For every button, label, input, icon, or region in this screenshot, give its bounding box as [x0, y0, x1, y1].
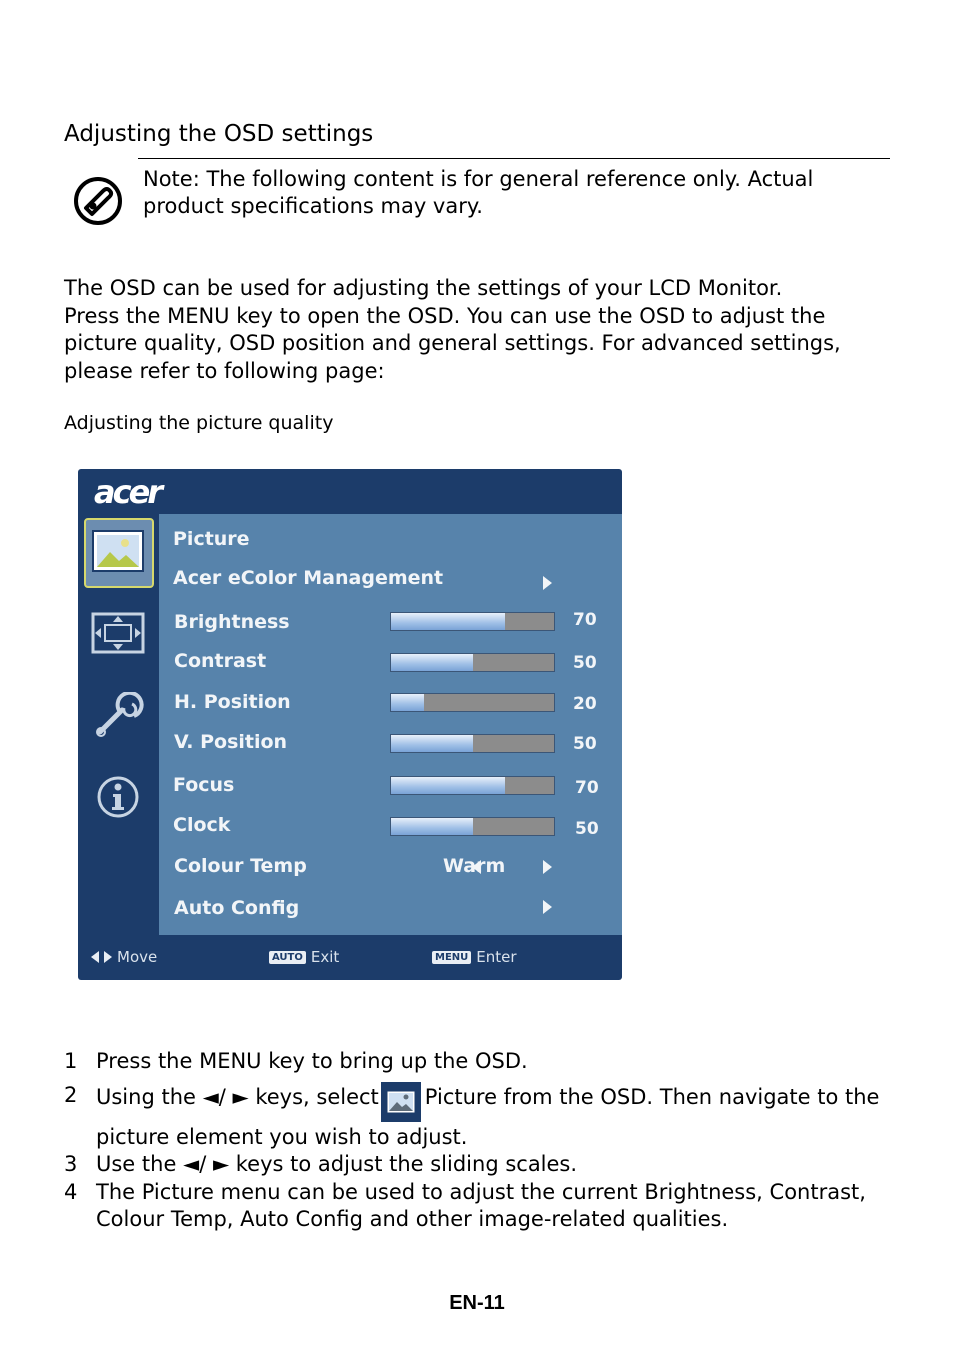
exit-label: Exit	[310, 948, 340, 966]
intro-line: Press the MENU key to open the OSD. You can use the OSD to adjust the	[64, 303, 826, 328]
step-item	[64, 1179, 904, 1234]
slider-fill	[391, 818, 473, 835]
tab-position[interactable]	[78, 599, 158, 679]
step-text: Using the ◄/ ► keys, select	[96, 1084, 379, 1109]
v-position-slider[interactable]	[390, 734, 555, 753]
tab-information[interactable]	[78, 769, 158, 849]
tab-picture[interactable]	[78, 514, 158, 594]
step-item	[64, 1082, 904, 1152]
arrow-right-icon	[104, 951, 112, 963]
acer-logo-text: acer	[94, 475, 161, 507]
step-number: 3	[64, 1152, 78, 1176]
slider-label: H. Position	[174, 691, 291, 713]
contrast-slider[interactable]	[390, 653, 555, 672]
step-number: 4	[64, 1179, 78, 1204]
slider-value: 70	[573, 610, 597, 630]
exit-hint	[269, 948, 339, 966]
position-icon	[91, 612, 145, 654]
menu-key: MENU	[432, 951, 471, 964]
slider-label: V. Position	[174, 731, 288, 753]
slider-fill	[391, 735, 473, 752]
slider-value: 50	[573, 734, 597, 754]
enter-label: Enter	[476, 948, 517, 966]
menu-title: Picture	[173, 528, 250, 550]
slider-label: Focus	[173, 774, 235, 796]
osd-panel	[159, 514, 622, 935]
tab-settings[interactable]	[78, 684, 158, 764]
page-number: EN-11	[449, 1292, 505, 1314]
step-item	[64, 1048, 904, 1076]
slider-fill	[391, 694, 424, 711]
section-title: Adjusting the OSD settings	[64, 121, 374, 147]
info-icon	[96, 775, 140, 819]
slider-value: 50	[573, 653, 597, 673]
menu-item-ecolor[interactable]: Acer eColor Management	[173, 567, 444, 589]
move-hint	[91, 948, 157, 966]
slider-fill	[391, 777, 505, 794]
arrow-left-icon	[91, 951, 99, 963]
chevron-right-icon	[543, 900, 552, 914]
step-text: Picture from the OSD. Then navigate to the	[424, 1084, 880, 1109]
focus-slider[interactable]	[390, 776, 555, 795]
step-item	[64, 1151, 904, 1179]
menu-item-auto-config[interactable]: Auto Config	[174, 897, 300, 919]
chevron-right-icon[interactable]	[543, 860, 552, 874]
slider-value: 50	[575, 819, 599, 839]
colour-temp-value: Warm	[443, 855, 506, 877]
step-text: Use the ◄/ ► keys to adjust the sliding scales.	[96, 1152, 578, 1176]
clock-slider[interactable]	[390, 817, 555, 836]
auto-key: AUTO	[269, 951, 306, 964]
step-number: 1	[64, 1049, 78, 1073]
note-text: Note: The following content is for general reference only. Actual product specifications may vary.	[143, 167, 814, 218]
step-number: 2	[64, 1082, 78, 1107]
slider-fill	[391, 613, 505, 630]
title-divider	[138, 158, 890, 159]
step-text: picture element you wish to adjust.	[96, 1124, 468, 1149]
osd-menu	[78, 469, 622, 980]
instruction-steps	[64, 1048, 904, 1234]
step-text: Press the MENU key to bring up the OSD.	[96, 1049, 528, 1073]
chevron-right-icon	[543, 576, 552, 590]
slider-value: 20	[573, 694, 597, 714]
note-icon	[72, 175, 124, 227]
slider-fill	[391, 654, 473, 671]
slider-label: Clock	[173, 814, 231, 836]
menu-item-colour-temp[interactable]: Colour Temp	[174, 855, 307, 877]
picture-icon	[92, 530, 144, 572]
h-position-slider[interactable]	[390, 693, 555, 712]
intro-line: please refer to following page:	[64, 358, 385, 383]
wrench-icon	[94, 692, 144, 740]
slider-label: Contrast	[174, 650, 267, 672]
intro-line: The OSD can be used for adjusting the settings of your LCD Monitor.	[64, 276, 783, 300]
brightness-slider[interactable]	[390, 612, 555, 631]
enter-hint	[432, 948, 517, 966]
picture-icon	[381, 1082, 421, 1122]
subheading: Adjusting the picture quality	[64, 412, 334, 434]
step-text: The Picture menu can be used to adjust the current Brightness, Contrast, Colour Temp, Auto Config and other image-related qualities.	[96, 1179, 866, 1231]
osd-footer	[78, 935, 622, 980]
acer-logo	[92, 475, 184, 507]
slider-label: Brightness	[174, 611, 290, 633]
slider-value: 70	[575, 778, 599, 798]
move-label: Move	[117, 948, 158, 966]
intro-paragraph	[64, 275, 884, 385]
intro-line: picture quality, OSD position and general settings. For advanced settings,	[64, 331, 841, 355]
